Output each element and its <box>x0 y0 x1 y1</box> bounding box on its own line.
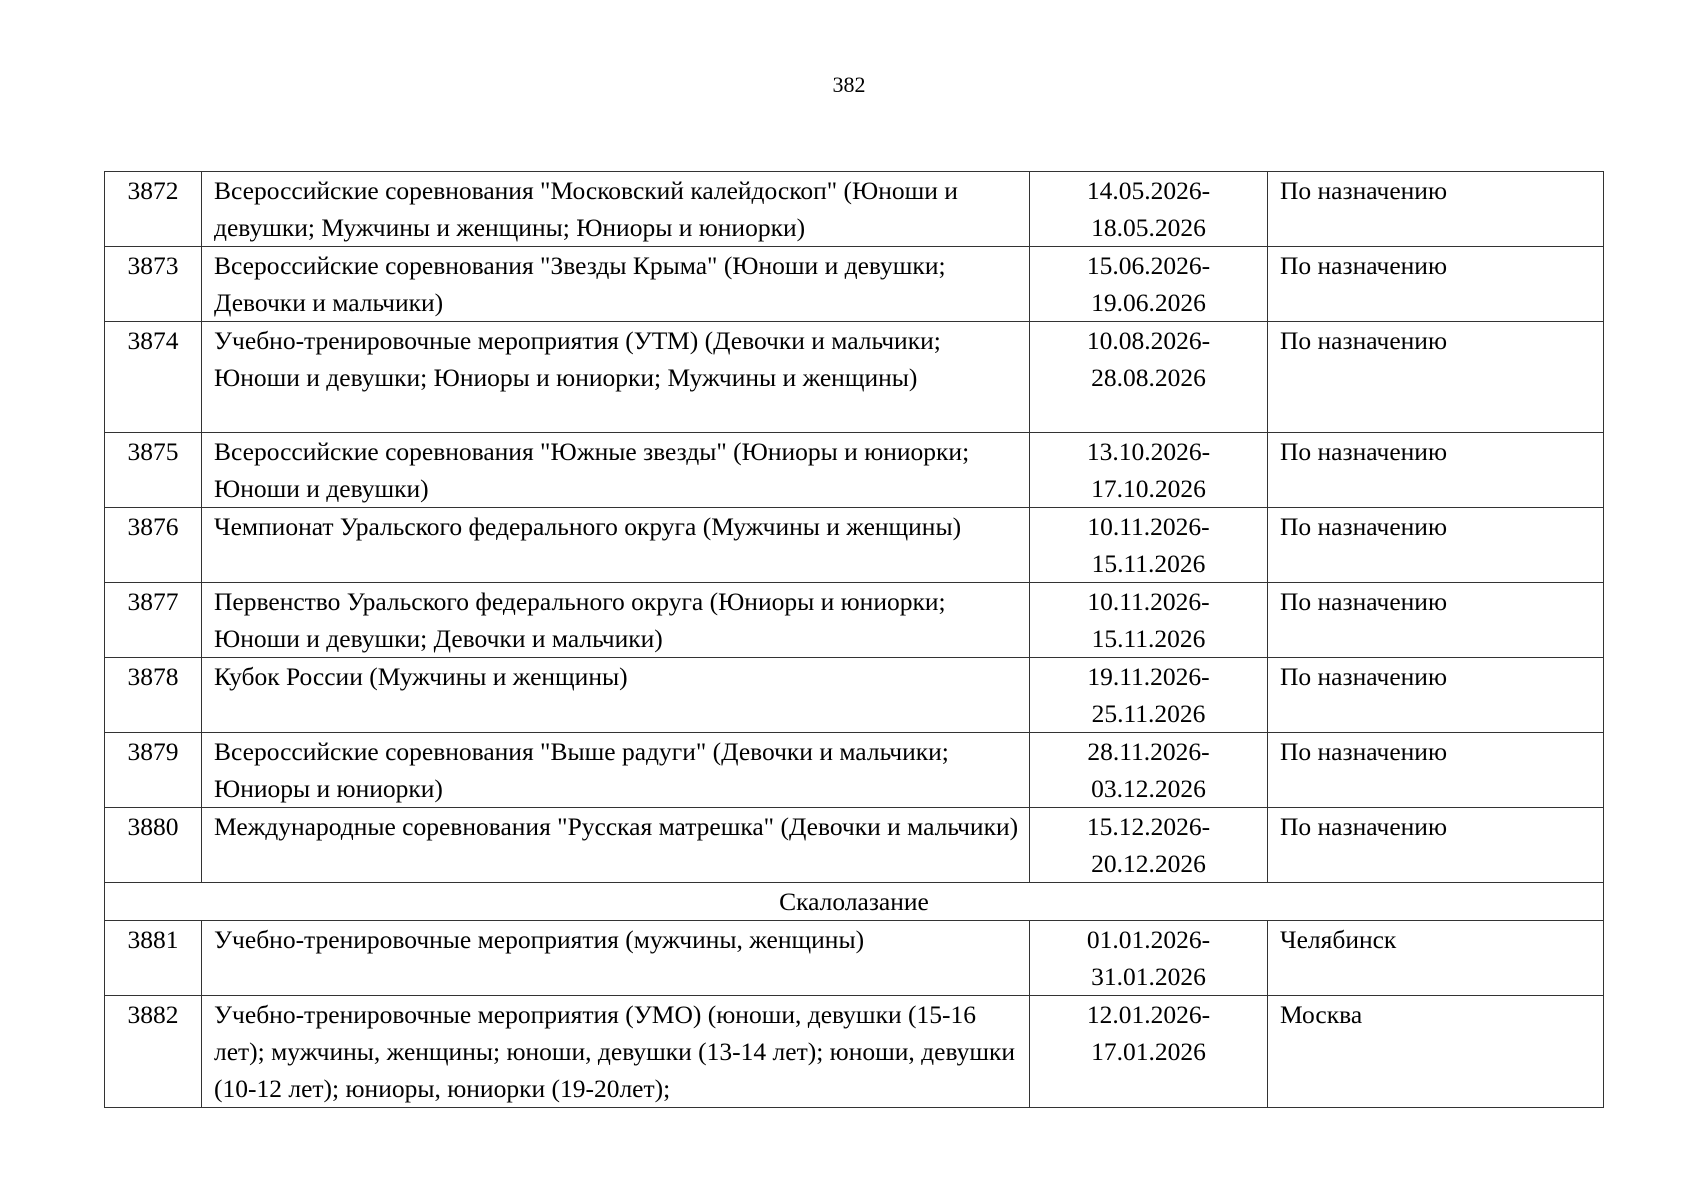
event-place: Челябинск <box>1268 921 1604 996</box>
event-place: По назначению <box>1268 733 1604 808</box>
section-header-row <box>105 883 1604 921</box>
event-dates <box>1030 733 1268 808</box>
event-number: 3880 <box>105 808 202 883</box>
event-place: По назначению <box>1268 433 1604 508</box>
table-row <box>105 247 1604 322</box>
date-from: 12.01.2026- <box>1086 1000 1211 1029</box>
events-table-body <box>105 172 1604 1108</box>
event-place: Москва <box>1268 996 1604 1108</box>
date-to: 03.12.2026 <box>1091 774 1206 803</box>
event-dates <box>1030 433 1268 508</box>
event-place: По назначению <box>1268 658 1604 733</box>
date-to: 18.05.2026 <box>1091 213 1206 242</box>
date-from: 10.11.2026- <box>1087 587 1210 616</box>
event-number: 3874 <box>105 322 202 433</box>
table-row <box>105 172 1604 247</box>
table-row <box>105 508 1604 583</box>
event-name: Всероссийские соревнования "Московский калейдоскоп" (Юноши и девушки; Мужчины и женщины; Юниоры и юниорки) <box>202 172 1030 247</box>
table-row <box>105 583 1604 658</box>
event-name: Международные соревнования "Русская матрешка" (Девочки и мальчики) <box>202 808 1030 883</box>
table-row <box>105 921 1604 996</box>
page-number: 382 <box>832 72 866 97</box>
event-name: Кубок России (Мужчины и женщины) <box>202 658 1030 733</box>
event-dates <box>1030 921 1268 996</box>
table-row <box>105 322 1604 433</box>
event-dates <box>1030 996 1268 1108</box>
event-number: 3878 <box>105 658 202 733</box>
event-dates <box>1030 658 1268 733</box>
event-place: По назначению <box>1268 808 1604 883</box>
date-to: 19.06.2026 <box>1091 288 1206 317</box>
date-from: 10.11.2026- <box>1087 512 1210 541</box>
event-name: Учебно-тренировочные мероприятия (УТМ) (Девочки и мальчики; Юноши и девушки; Юниоры и юниорки; Мужчины и женщины) <box>202 322 1030 433</box>
date-to: 17.10.2026 <box>1091 474 1206 503</box>
table-row <box>105 658 1604 733</box>
event-number: 3882 <box>105 996 202 1108</box>
table-row <box>105 433 1604 508</box>
events-table <box>104 171 1604 1108</box>
date-from: 19.11.2026- <box>1087 662 1210 691</box>
event-name: Всероссийские соревнования "Звезды Крыма" (Юноши и девушки; Девочки и мальчики) <box>202 247 1030 322</box>
event-number: 3873 <box>105 247 202 322</box>
event-name: Первенство Уральского федерального округа (Юниоры и юниорки; Юноши и девушки; Девочки и мальчики) <box>202 583 1030 658</box>
event-number: 3881 <box>105 921 202 996</box>
table-row <box>105 808 1604 883</box>
event-name: Всероссийские соревнования "Выше радуги" (Девочки и мальчики; Юниоры и юниорки) <box>202 733 1030 808</box>
event-place: По назначению <box>1268 172 1604 247</box>
event-name: Учебно-тренировочные мероприятия (мужчины, женщины) <box>202 921 1030 996</box>
event-number: 3875 <box>105 433 202 508</box>
date-to: 15.11.2026 <box>1091 624 1206 653</box>
event-place: По назначению <box>1268 322 1604 433</box>
section-title: Скалолазание <box>105 883 1604 921</box>
date-from: 10.08.2026- <box>1086 326 1211 355</box>
table-row <box>105 996 1604 1108</box>
event-place: По назначению <box>1268 247 1604 322</box>
event-dates <box>1030 172 1268 247</box>
event-place: По назначению <box>1268 583 1604 658</box>
event-number: 3872 <box>105 172 202 247</box>
date-to: 20.12.2026 <box>1091 849 1206 878</box>
table-row <box>105 733 1604 808</box>
date-to: 17.01.2026 <box>1091 1037 1206 1066</box>
event-number: 3879 <box>105 733 202 808</box>
event-dates <box>1030 247 1268 322</box>
event-dates <box>1030 508 1268 583</box>
date-to: 25.11.2026 <box>1091 699 1206 728</box>
date-from: 13.10.2026- <box>1086 437 1211 466</box>
date-to: 15.11.2026 <box>1091 549 1206 578</box>
date-to: 31.01.2026 <box>1091 962 1206 991</box>
event-dates <box>1030 583 1268 658</box>
event-dates <box>1030 322 1268 433</box>
event-place: По назначению <box>1268 508 1604 583</box>
event-number: 3877 <box>105 583 202 658</box>
date-from: 15.06.2026- <box>1086 251 1211 280</box>
date-from: 15.12.2026- <box>1086 812 1211 841</box>
event-name: Учебно-тренировочные мероприятия (УМО) (юноши, девушки (15-16 лет); мужчины, женщины; юноши, девушки (13-14 лет); юноши, девушки (10-12 лет); юниоры, юниорки (19-20лет); <box>202 996 1030 1108</box>
date-from: 14.05.2026- <box>1086 176 1211 205</box>
event-number: 3876 <box>105 508 202 583</box>
event-name: Чемпионат Уральского федерального округа (Мужчины и женщины) <box>202 508 1030 583</box>
event-name: Всероссийские соревнования "Южные звезды" (Юниоры и юниорки; Юноши и девушки) <box>202 433 1030 508</box>
event-dates <box>1030 808 1268 883</box>
date-from: 01.01.2026- <box>1086 925 1211 954</box>
date-to: 28.08.2026 <box>1091 363 1206 392</box>
date-from: 28.11.2026- <box>1087 737 1210 766</box>
